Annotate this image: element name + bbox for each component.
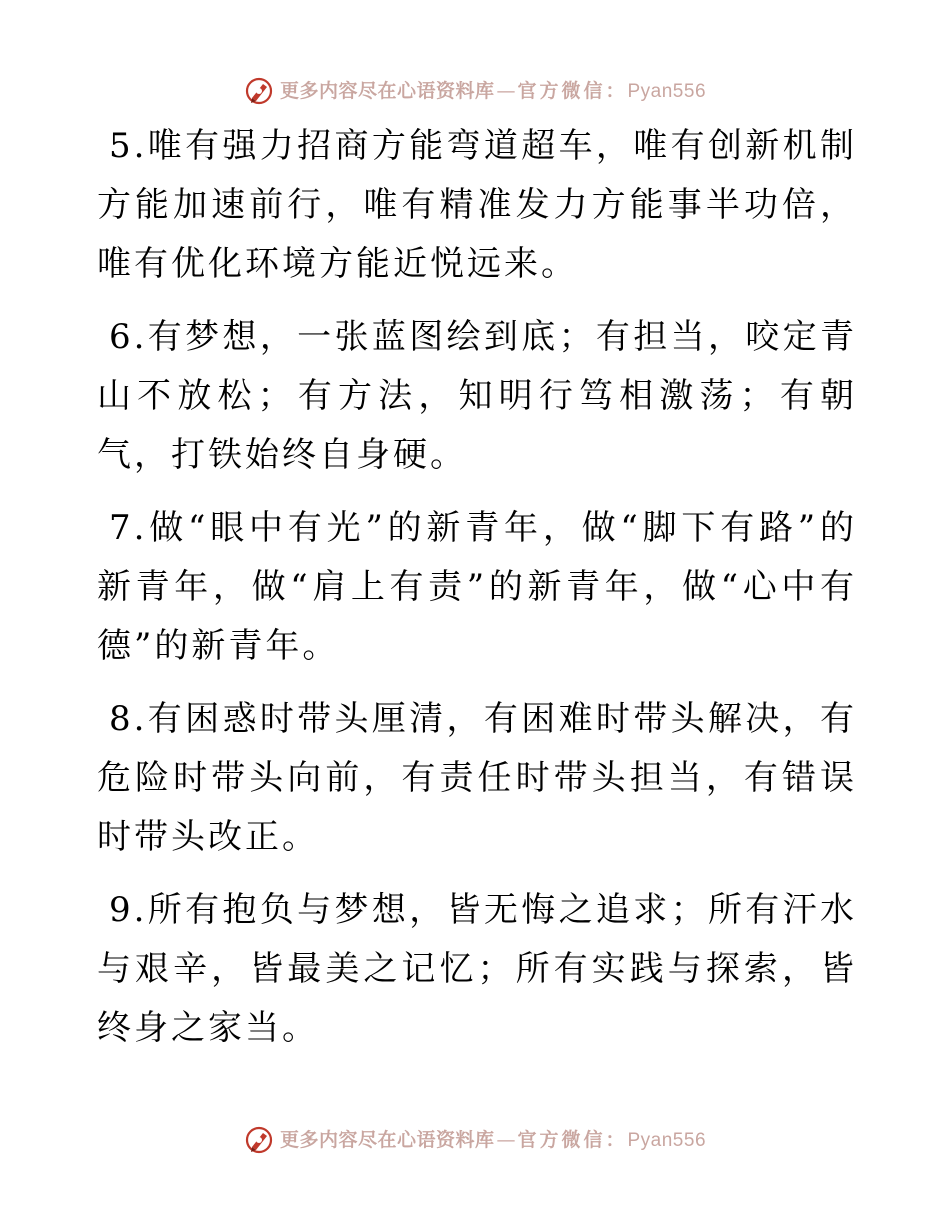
paragraph-5: [97, 117, 857, 294]
banner-wechat-id: Pyan556: [627, 1129, 707, 1151]
banner-wechat-label: 官方微信：: [517, 79, 628, 102]
paragraph-text: 所有抱负与梦想，皆无悔之追求；所有汗水与艰辛，皆最美之记忆；所有实践与探索，皆终身之家当。: [97, 890, 857, 1048]
banner-separator: —: [496, 79, 516, 102]
paragraph-6: [97, 308, 857, 485]
paragraph-number: 9.: [109, 890, 148, 930]
paragraph-number: 6.: [109, 317, 148, 357]
document-body: [97, 117, 857, 1072]
banner-wechat-label: 官方微信：: [517, 1128, 628, 1151]
paragraph-text: 有困惑时带头厘清，有困难时带头解决，有危险时带头向前，有责任时带头担当，有错误时带头改正。: [97, 699, 857, 857]
paragraph-text: 有梦想，一张蓝图绘到底；有担当，咬定青山不放松；有方法，知明行笃相激荡；有朝气，打铁始终自身硬。: [97, 317, 857, 475]
paragraph-number: 8.: [109, 699, 148, 739]
footer-watermark-banner: [0, 1120, 950, 1160]
paragraph-8: [97, 690, 857, 867]
paragraph-7: [97, 499, 857, 676]
banner-separator: —: [496, 1128, 516, 1151]
banner-wechat-id: Pyan556: [627, 80, 707, 102]
paragraph-text: 做“眼中有光”的新青年，做“脚下有路”的新青年，做“肩上有责”的新青年，做“心中有德”的新青年。: [97, 508, 857, 666]
banner-site-name: 更多内容尽在心语资料库: [279, 79, 495, 102]
paragraph-9: [97, 881, 857, 1058]
paragraph-text: 唯有强力招商方能弯道超车，唯有创新机制方能加速前行，唯有精准发力方能事半功倍，唯有优化环境方能近悦远来。: [97, 126, 857, 284]
banner-site-name: 更多内容尽在心语资料库: [279, 1128, 495, 1151]
header-watermark-banner: [0, 71, 950, 111]
pen-logo-icon: [244, 76, 274, 106]
paragraph-number: 7.: [109, 508, 148, 548]
paragraph-number: 5.: [109, 126, 148, 166]
pen-logo-icon: [244, 1125, 274, 1155]
